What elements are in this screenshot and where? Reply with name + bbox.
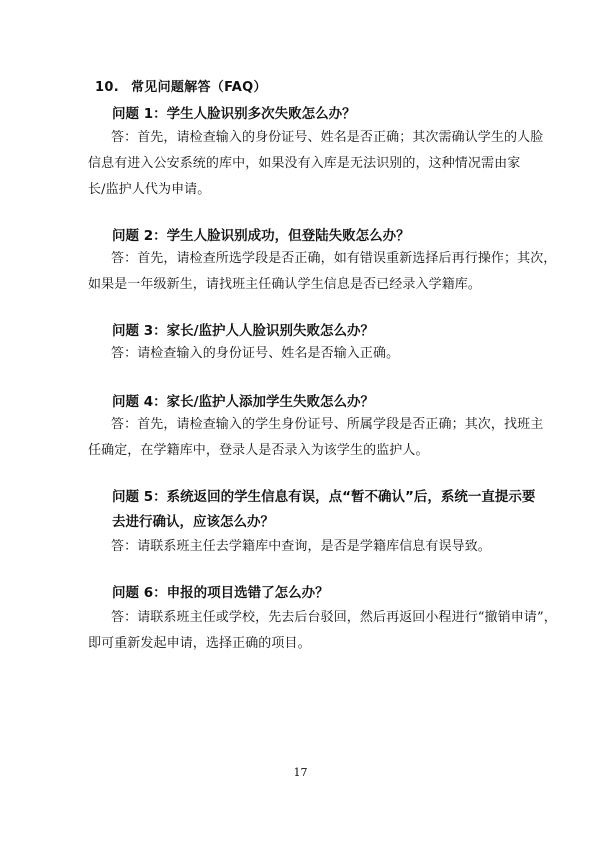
faq-answer-1: [88, 125, 544, 203]
faq-answer-5: [88, 534, 526, 560]
faq-question-4: 问题 4：家长/监护人添加学生失败怎么办？: [112, 394, 375, 410]
answer-line: 任确定，在学籍库中，登录人是否录入为该学生的监护人。: [88, 443, 429, 458]
faq-question-1: 问题 1：学生人脸识别多次失败怎么办？: [112, 106, 356, 122]
answer-line: 答：请联系班主任去学籍库中查询，是否是学籍库信息有误导致。: [111, 539, 491, 554]
answer-line: 答：首先，请检查所选学段是否正确，如有错误重新选择后再行操作；其次，: [111, 251, 557, 266]
page-number: 17: [293, 766, 308, 779]
faq-question-5: 问题 5：系统返回的学生信息有误，点“暂不确认”后，系统一直提示要去进行确认，应该怎么办？: [112, 489, 536, 530]
faq-answer-6: [88, 605, 557, 657]
answer-line: 如果是一年级新生，请找班主任确认学生信息是否已经录入学籍库。: [88, 277, 482, 292]
faq-answer-4: [88, 412, 544, 464]
faq-question-3: 问题 3：家长/监护人人脸识别失败怎么办？: [112, 323, 375, 339]
answer-line: 答：请联系班主任或学校，先去后台驳回，然后再返回小程进行“撤销申请”，: [111, 610, 557, 625]
answer-line: 即可重新发起申请，选择正确的项目。: [88, 636, 311, 651]
section-number: 10.: [95, 80, 119, 95]
answer-line: 长/监护人代为申请。: [88, 182, 211, 197]
faq-question-2: 问题 2：学生人脸识别成功，但登陆失败怎么办？: [112, 228, 410, 244]
answer-line: 信息有进入公安系统的库中，如果没有入库是无法识别的，这种情况需由家: [88, 156, 521, 171]
answer-line: 答：请检查输入的身份证号、姓名是否输入正确。: [111, 346, 400, 361]
answer-line: 答：首先，请检查输入的学生身份证号、所属学段是否正确；其次，找班主: [111, 417, 544, 432]
answer-line: 答：首先，请检查输入的身份证号、姓名是否正确；其次需确认学生的人脸: [111, 130, 544, 145]
section-title: 常见问题解答（FAQ）: [131, 80, 267, 95]
section-heading: [95, 76, 267, 95]
faq-question-6: 问题 6：申报的项目选错了怎么办？: [112, 585, 329, 601]
faq-answer-3: [88, 341, 526, 367]
faq-answer-2: [88, 246, 557, 298]
